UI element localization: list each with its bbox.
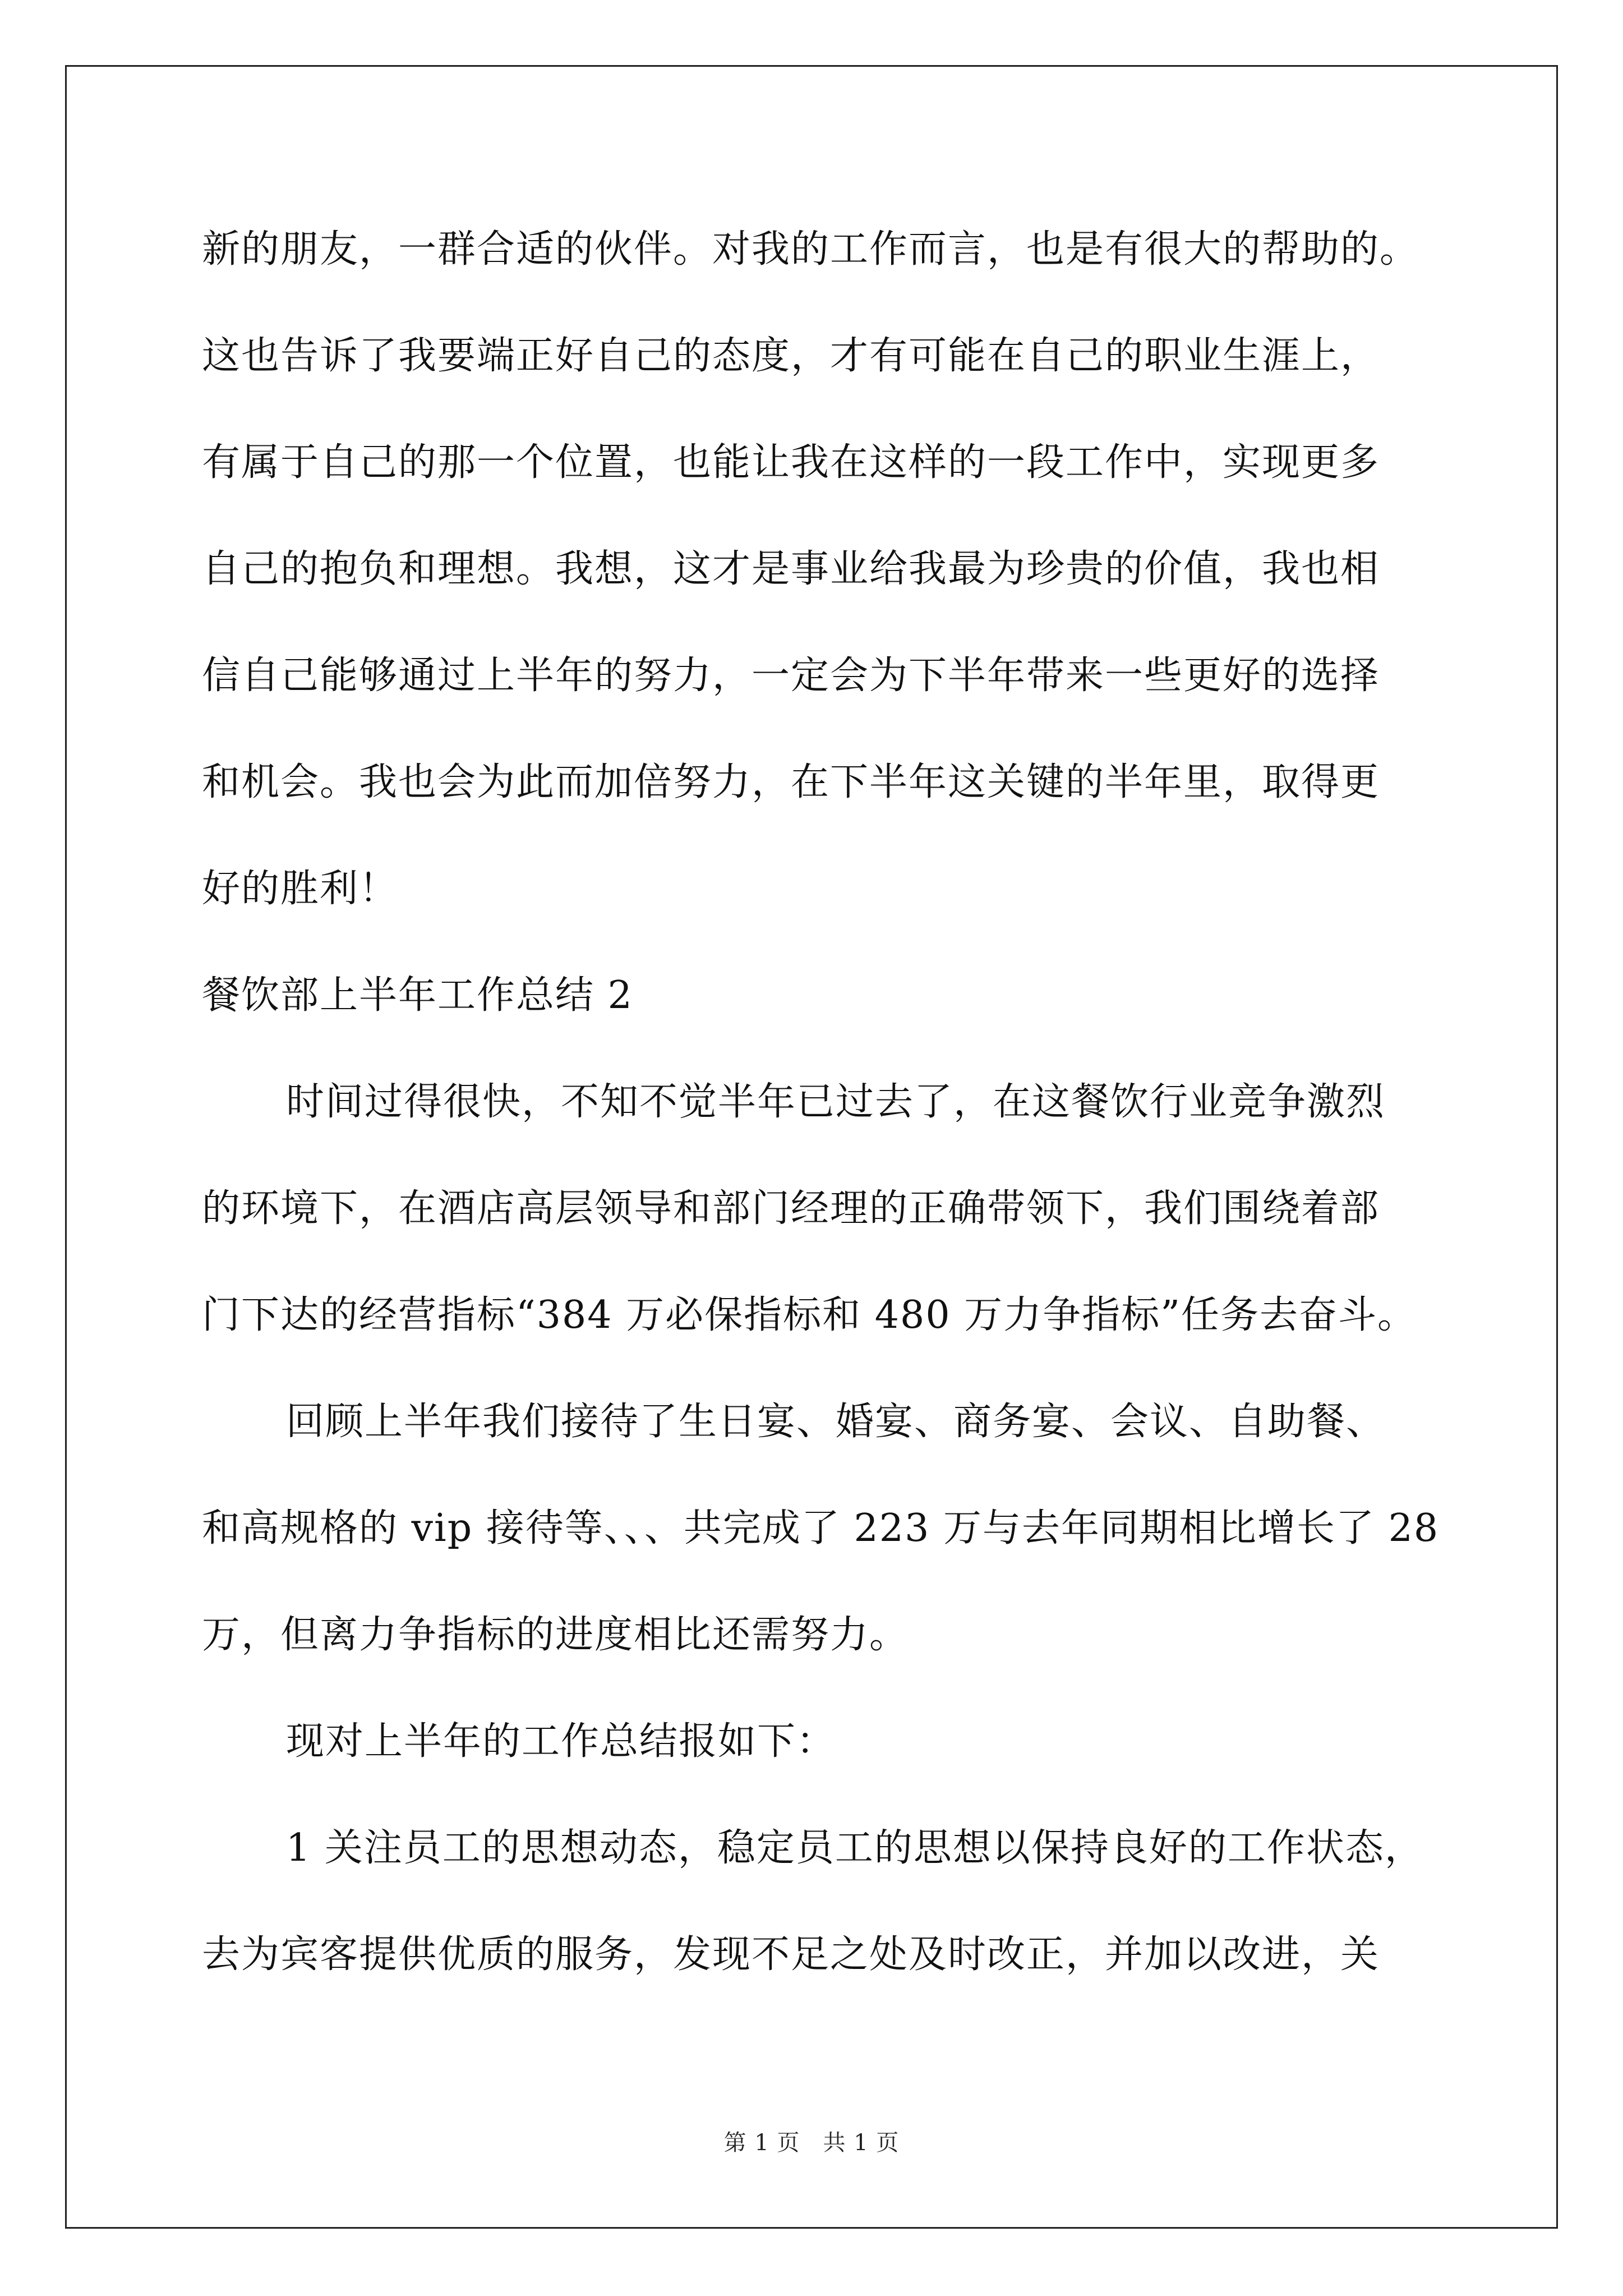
text-line: 去为宾客提供优质的服务，发现不足之处及时改正，并加以改进，关 <box>202 1932 1380 1977</box>
section-heading: 餐饮部上半年工作总结 2 <box>202 973 633 1018</box>
page-number: 第 1 页 共 1 页 <box>723 2130 900 2156</box>
text-line: 信自己能够通过上半年的努力，一定会为下半年带来一些更好的选择 <box>202 654 1380 698</box>
text-line: 自己的抱负和理想。我想，这才是事业给我最为珍贵的价值，我也相 <box>202 547 1380 591</box>
text-line: 的环境下，在酒店高层领导和部门经理的正确带领下，我们围绕着部 <box>202 1186 1380 1231</box>
text-line: 和机会。我也会为此而加倍努力，在下半年这关键的半年里，取得更 <box>202 760 1380 804</box>
text-line: 和高规格的 vip 接待等、、、共完成了 223 万与去年同期相比增长了 28 <box>202 1506 1440 1550</box>
text-line: 好的胜利！ <box>202 867 399 911</box>
text-line: 门下达的经营指标“384 万必保指标和 480 万力争指标”任务去奋斗。 <box>202 1293 1417 1337</box>
page-border <box>65 65 1558 2229</box>
text-line: 万，但离力争指标的进度相比还需努力。 <box>202 1613 909 1657</box>
text-line: 回顾上半年我们接待了生日宴、婚宴、商务宴、会议、自助餐、 <box>286 1400 1386 1444</box>
text-line: 现对上半年的工作总结报如下： <box>286 1719 836 1764</box>
text-line: 这也告诉了我要端正好自己的态度，才有可能在自己的职业生涯上， <box>202 334 1380 378</box>
text-line: 1 关注员工的思想动态，稳定员工的思想以保持良好的工作状态， <box>286 1826 1424 1870</box>
text-line: 新的朋友，一群合适的伙伴。对我的工作而言，也是有很大的帮助的。 <box>202 227 1419 272</box>
text-line: 时间过得很快，不知不觉半年已过去了，在这餐饮行业竞争激烈 <box>286 1080 1386 1124</box>
text-line: 有属于自己的那一个位置，也能让我在这样的一段工作中，实现更多 <box>202 440 1380 485</box>
